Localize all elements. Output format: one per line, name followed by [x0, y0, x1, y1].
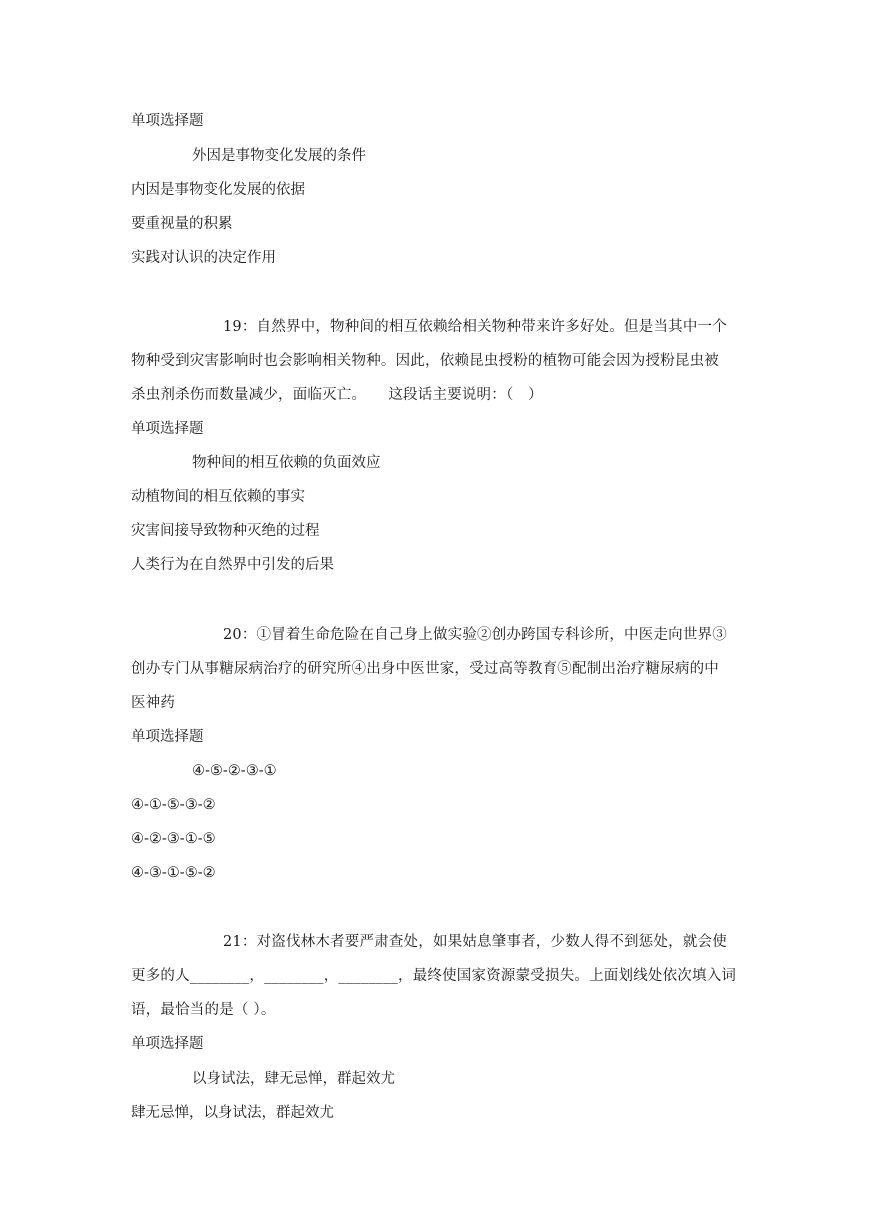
- option-a: 外因是事物变化发展的条件: [192, 148, 366, 164]
- question-21-text-line-2: 更多的人________，________，________，最终使国家资源蒙受损失。上面划线处依次填入词: [131, 968, 737, 984]
- question-19-option-d: 人类行为在自然界中引发的后果: [131, 557, 334, 573]
- question-21-text-line-3: 语，最恰当的是（ ）。: [131, 1002, 276, 1018]
- question-type-label: 单项选择题: [131, 113, 204, 129]
- question-20-text-line-1: 20：①冒着生命危险在自己身上做实验②创办跨国专科诊所，中医走向世界③: [223, 627, 727, 643]
- question-20-option-d: ④-③-①-⑤-②: [131, 865, 216, 881]
- question-21-option-a: 以身试法，肆无忌惮，群起效尤: [192, 1071, 395, 1087]
- question-20-option-b: ④-①-⑤-③-②: [131, 797, 216, 813]
- question-19-option-b: 动植物间的相互依赖的事实: [131, 489, 305, 505]
- option-b: 内因是事物变化发展的依据: [131, 182, 305, 198]
- question-19-option-c: 灾害间接导致物种灭绝的过程: [131, 523, 320, 539]
- question-19-text-line-2: 物种受到灾害影响时也会影响相关物种。因此，依赖昆虫授粉的植物可能会因为授粉昆虫被: [131, 353, 719, 369]
- option-c: 要重视量的积累: [131, 216, 233, 232]
- question-20-option-c: ④-②-③-①-⑤: [131, 831, 216, 847]
- question-19-type-label: 单项选择题: [131, 421, 204, 437]
- question-20-type-label: 单项选择题: [131, 729, 204, 745]
- question-21-text-line-1: 21：对盗伐林木者要严肃查处，如果姑息肇事者，少数人得不到惩处，就会使: [223, 934, 727, 950]
- option-d: 实践对认识的决定作用: [131, 250, 276, 266]
- question-20-text-line-2: 创办专门从事糖尿病治疗的研究所④出身中医世家，受过高等教育⑤配制出治疗糖尿病的中: [131, 661, 719, 677]
- question-19-text-line-1: 19：自然界中，物种间的相互依赖给相关物种带来许多好处。但是当其中一个: [223, 319, 727, 335]
- question-19-option-a: 物种间的相互依赖的负面效应: [192, 455, 381, 471]
- question-19-text-line-3: 杀虫剂杀伤而数量减少，面临灭亡。 这段话主要说明：（ ）: [131, 387, 543, 403]
- question-21-option-b: 肆无忌惮，以身试法，群起效尤: [131, 1105, 334, 1121]
- question-21-type-label: 单项选择题: [131, 1036, 204, 1052]
- question-20-text-line-3: 医神药: [131, 695, 176, 711]
- question-20-option-a: ④-⑤-②-③-①: [192, 763, 277, 779]
